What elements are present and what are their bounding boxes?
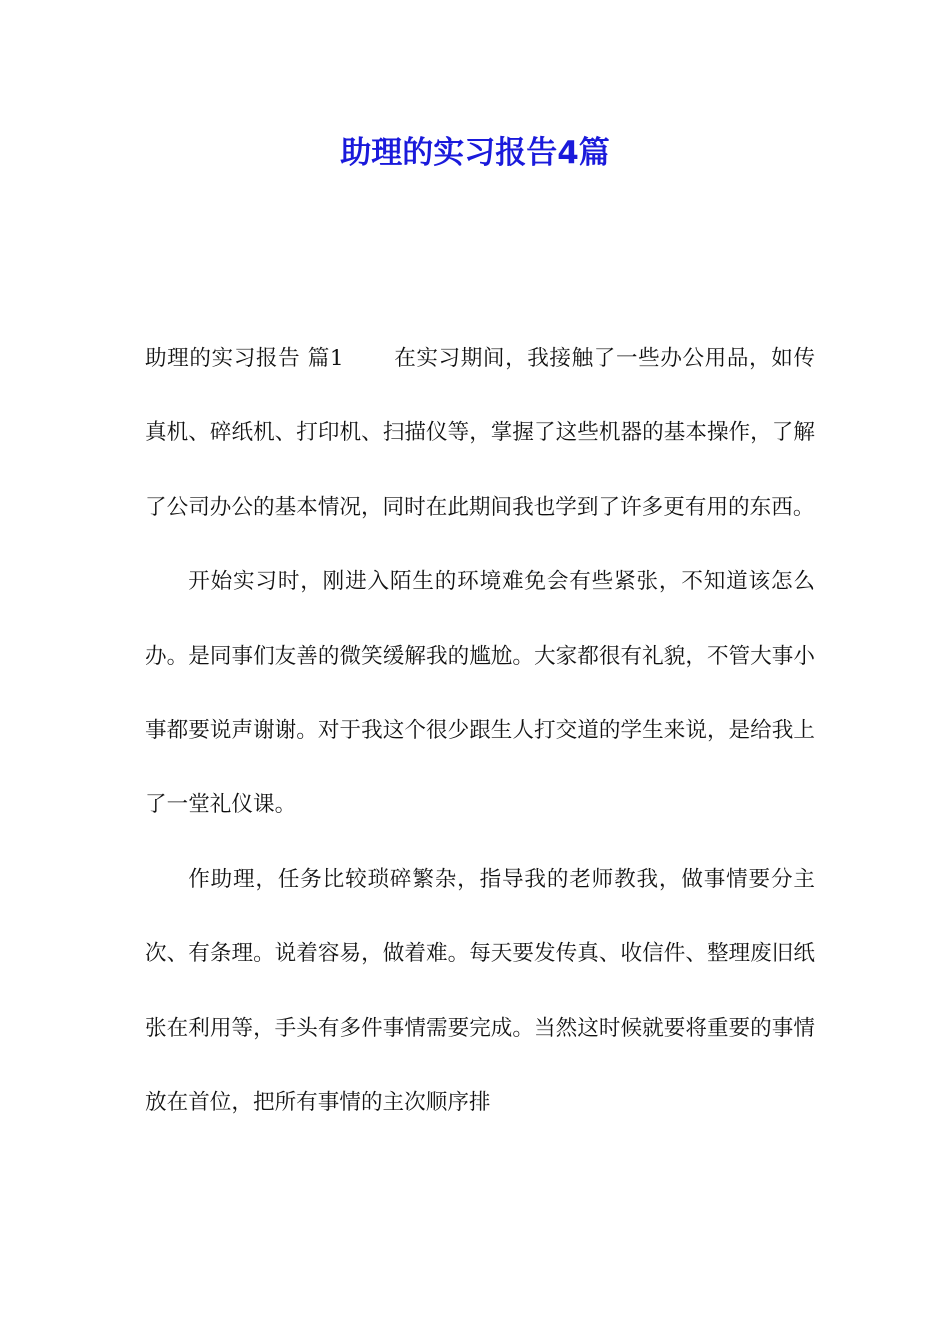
paragraph-1-text: 在实习期间，我接触了一些办公用品，如传真机、碎纸机、打印机、扫描仪等，掌握了这些机器的基本操作，了解了公司办公的基本情况，同时在此期间我也学到了许多更有用的东西。 [145,346,815,520]
paragraph-3: 作助理，任务比较琐碎繁杂，指导我的老师教我，做事情要分主次、有条理。说着容易，做着难。每天要发传真、收信件、整理废旧纸张在利用等，手头有多件事情需要完成。当然这时候就要将重要的事情放在首位，把所有事情的主次顺序排 [145,866,815,1116]
paragraph-2: 开始实习时，刚进入陌生的环境难免会有些紧张，不知道该怎么办。是同事们友善的微笑缓解我的尴尬。大家都很有礼貌，不管大事小事都要说声谢谢。对于我这个很少跟生人打交道的学生来说，是给我上了一堂礼仪课。 [145,569,815,818]
paragraph-1 [145,322,815,545]
section-heading: 助理的实习报告 篇1 [145,346,344,371]
document-body [145,322,815,1140]
document-title: 助理的实习报告4篇 [340,135,610,171]
